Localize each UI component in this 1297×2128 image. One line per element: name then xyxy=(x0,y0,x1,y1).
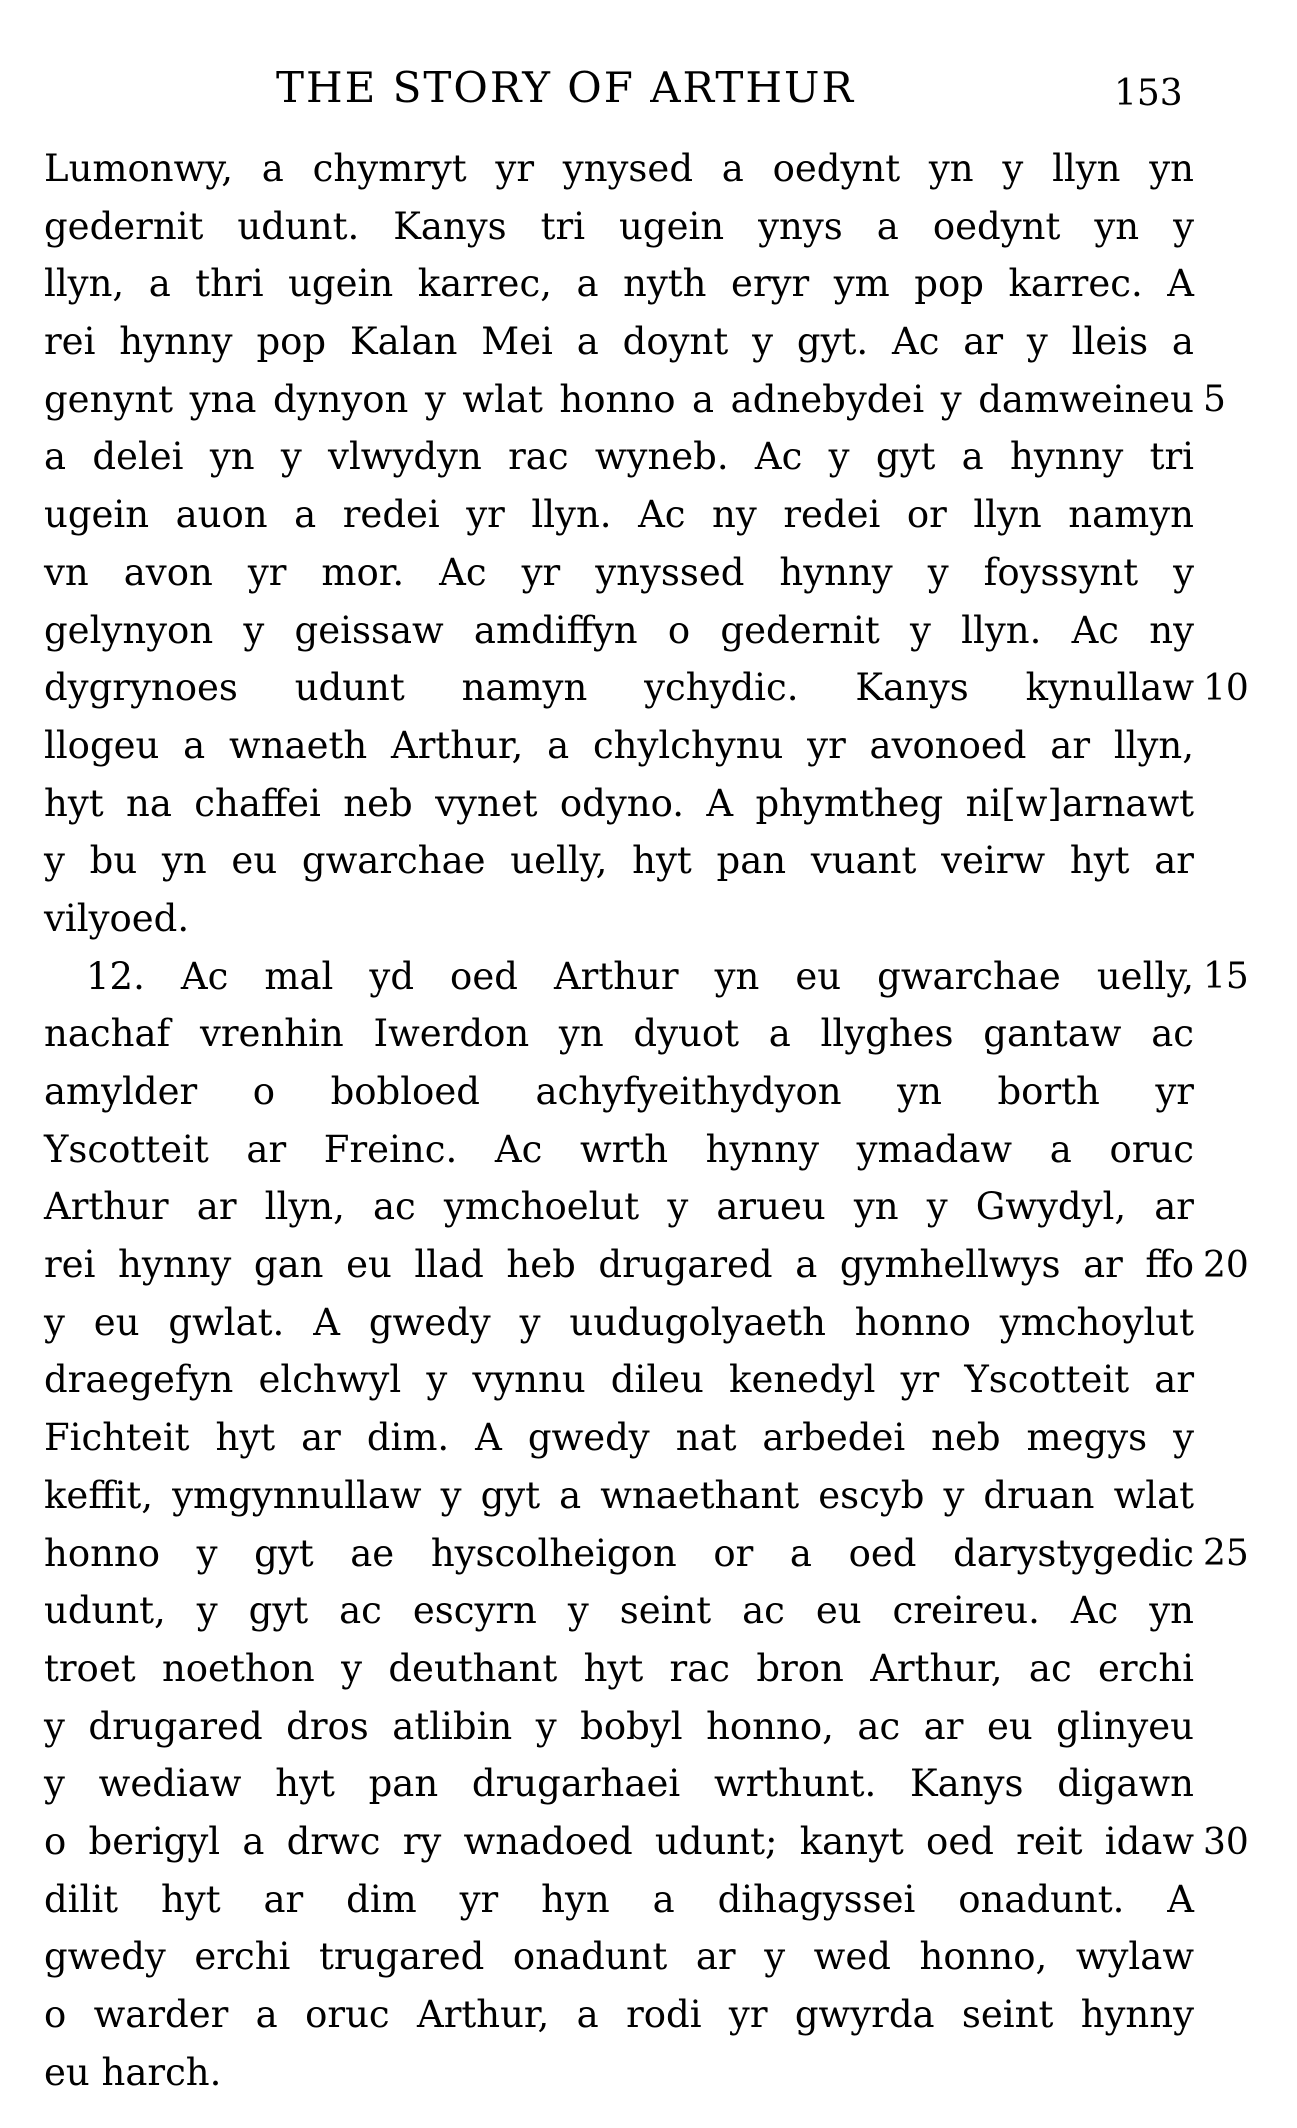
text-line: draegefyn elchwyl y vynnu dileu kenedyl yr Yscotteit ar xyxy=(44,1358,1194,1402)
text-line: y eu gwlat. A gwedy y uudugolyaeth honno ymchoylut xyxy=(44,1300,1194,1344)
text-line: dygrynoes udunt namyn ychydic. Kanys kynullaw xyxy=(44,666,1194,710)
text-line: honno y gyt ae hyscolheigon or a oed darystygedic xyxy=(44,1531,1194,1575)
text-line: udunt, y gyt ac escyrn y seint ac eu creireu. Ac yn xyxy=(44,1589,1194,1633)
text-line: ugein auon a redei yr llyn. Ac ny redei or llyn namyn xyxy=(44,493,1194,537)
text-line: 12. Ac mal yd oed Arthur yn eu gwarchae uelly, xyxy=(86,954,1194,998)
text-line: llyn, a thri ugein karrec, a nyth eryr ym pop karrec. A xyxy=(44,262,1194,306)
text-line: amylder o bobloed achyfyeithydyon yn borth yr xyxy=(44,1070,1194,1113)
text-line: eu harch. xyxy=(44,2050,222,2094)
body-text xyxy=(44,140,1194,2101)
text-line: o berigyl a drwc ry wnadoed udunt; kanyt oed reit idaw xyxy=(44,1819,1194,1863)
text-line: hyt na chaffei neb vynet odyno. A phymtheg ni[w]arnawt xyxy=(44,781,1194,825)
text-line: Yscotteit ar Freinc. Ac wrth hynny ymadaw a oruc xyxy=(44,1127,1194,1171)
margin-line-number: 10 xyxy=(1203,668,1249,709)
text-line: Lumonwy, a chymryt yr ynysed a oedynt yn y llyn yn xyxy=(44,147,1194,190)
margin-line-number: 15 xyxy=(1203,956,1249,997)
text-line: gelynyon y geissaw amdiffyn o gedernit y llyn. Ac ny xyxy=(44,608,1194,652)
text-line: y bu yn eu gwarchae uelly, hyt pan vuant veirw hyt ar xyxy=(44,839,1194,883)
text-line: rei hynny gan eu llad heb drugared a gymhellwys ar ffo xyxy=(44,1243,1194,1287)
text-line: gwedy erchi trugared onadunt ar y wed honno, wylaw xyxy=(44,1935,1194,1979)
running-title: THE STORY OF ARTHUR xyxy=(276,63,856,112)
text-line: y wediaw hyt pan drugarhaei wrthunt. Kanys digawn xyxy=(44,1762,1194,1806)
margin-line-number: 20 xyxy=(1203,1245,1249,1286)
margin-line-number: 25 xyxy=(1203,1533,1249,1574)
text-line: vilyoed. xyxy=(44,896,190,940)
text-line: dilit hyt ar dim yr hyn a dihagyssei onadunt. A xyxy=(44,1877,1194,1921)
text-line: genynt yna dynyon y wlat honno a adnebydei y damweineu xyxy=(44,377,1194,421)
text-line: rei hynny pop Kalan Mei a doynt y gyt. Ac ar y lleis a xyxy=(44,320,1194,364)
text-line: llogeu a wnaeth Arthur, a chylchynu yr avonoed ar llyn, xyxy=(44,723,1194,767)
text-line: Arthur ar llyn, ac ymchoelut y arueu yn y Gwydyl, ar xyxy=(44,1185,1194,1229)
page-number: 153 xyxy=(1114,73,1183,114)
text-line: vn avon yr mor. Ac yr ynyssed hynny y foyssynt y xyxy=(44,550,1194,594)
text-line: o warder a oruc Arthur, a rodi yr gwyrda seint hynny xyxy=(44,1993,1194,2036)
text-line: Fichteit hyt ar dim. A gwedy nat arbedei neb megys y xyxy=(44,1416,1194,1460)
text-line: y drugared dros atlibin y bobyl honno, ac ar eu glinyeu xyxy=(44,1704,1194,1748)
text-line: a delei yn y vlwydyn rac wyneb. Ac y gyt a hynny tri xyxy=(44,435,1194,479)
page-header xyxy=(0,58,1297,118)
margin-line-number: 5 xyxy=(1203,379,1226,420)
text-line: troet noethon y deuthant hyt rac bron Arthur, ac erchi xyxy=(44,1646,1194,1690)
text-line: gedernit udunt. Kanys tri ugein ynys a oedynt yn y xyxy=(44,204,1194,248)
text-line: nachaf vrenhin Iwerdon yn dyuot a llyghes gantaw ac xyxy=(44,1012,1194,1056)
margin-line-number: 30 xyxy=(1203,1822,1249,1863)
text-line: keffit, ymgynnullaw y gyt a wnaethant escyb y druan wlat xyxy=(44,1473,1194,1517)
